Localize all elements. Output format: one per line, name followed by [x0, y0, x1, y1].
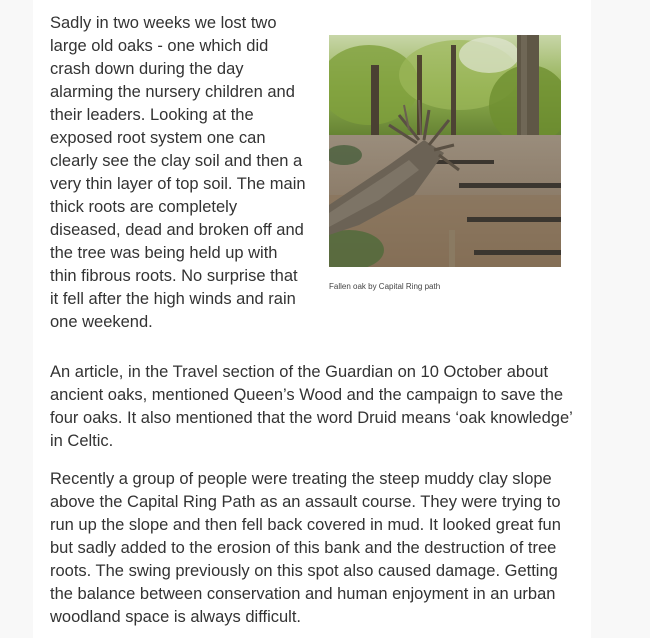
- fallen-oak-photo: [329, 35, 561, 267]
- photo-caption: Fallen oak by Capital Ring path: [329, 282, 441, 291]
- paragraph-guardian-article: An article, in the Travel section of the Guardian on 10 October about ancient oaks, mentioned Queen’s Wood and the campaign to save the four oaks. It also mentioned that the word Druid means ‘oak knowledge’ in Celtic.: [50, 363, 573, 450]
- paragraph-fallen-oaks: Sadly in two weeks we lost two large old oaks - one which did crash down during the day alarming the nursery children and their leaders. Looking at the exposed root system one can clearly see the clay soil and then a very thin layer of top soil. The main thick roots are completely diseased, dead and broken off and the tree was being held up with thin fibrous roots. No surprise that it fell after the high winds and rain one weekend.: [50, 14, 306, 331]
- woodland-photo-illustration: [329, 35, 561, 267]
- paragraph-slope-erosion: Recently a group of people were treating the steep muddy clay slope above the Capital Ring Path as an assault course. They were trying to run up the slope and then fell back covered in mud. It looked great fun but sadly added to the erosion of this bank and the destruction of tree roots. The swing previously on this spot also caused damage. Getting the balance between conservation and human enjoyment in an urban woodland space is always difficult.: [50, 470, 561, 626]
